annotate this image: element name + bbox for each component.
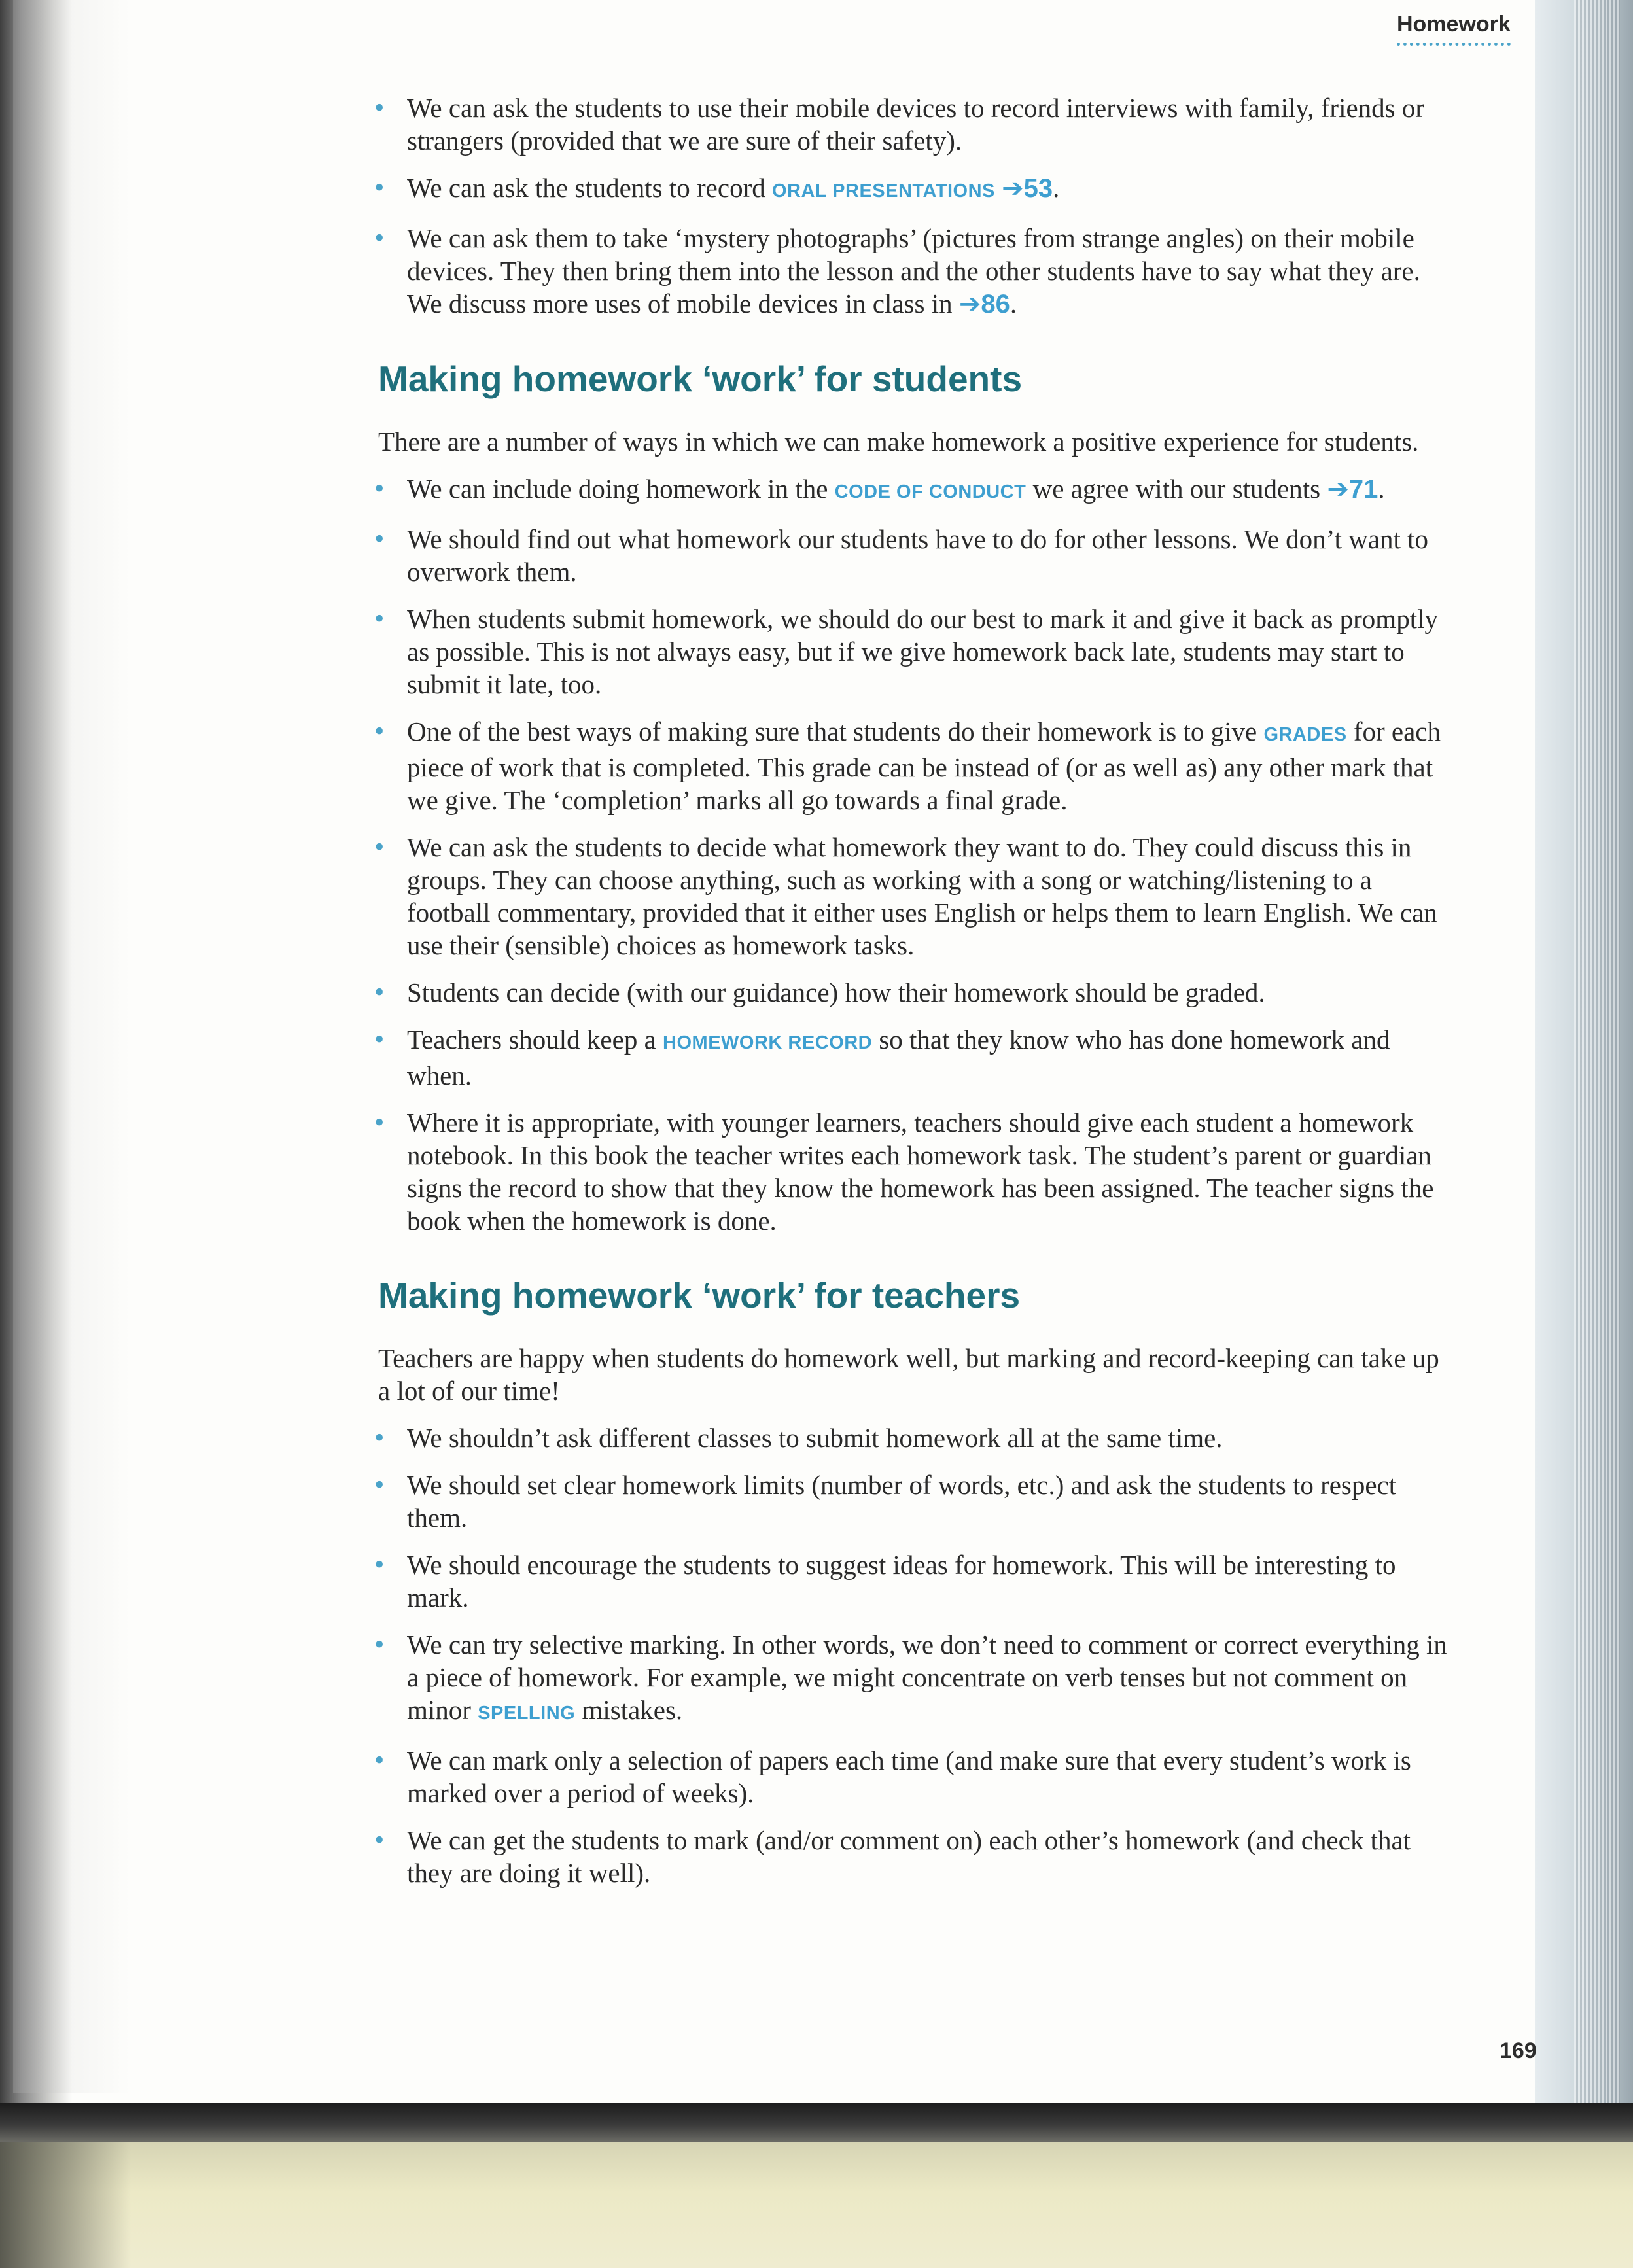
bullet-text: We can try selective marking. In other words, we don’t need to comment or correct everything in a piece of homework. For example, we might concentrate on verb tenses but not comment on minor	[407, 1630, 1447, 1725]
bullet-text: We can ask them to take ‘mystery photographs’ (pictures from strange angles) on their mobile devices. They then bring them into the lesson and the other students have to say what they are. We discuss more uses of mobile devices in class in	[407, 223, 1420, 319]
heading-students: Making homework ‘work’ for students	[378, 358, 1023, 399]
bullet-text: .	[1053, 173, 1060, 203]
cross-reference-keyword[interactable]: SPELLING	[478, 1703, 576, 1724]
intro-teachers: Teachers are happy when students do homework well, but marking and record-keeping can take up a lot of our time!	[378, 1343, 1439, 1406]
bullet-text: One of the best ways of making sure that students do their homework is to give	[407, 716, 1264, 746]
bullet-text: .	[1010, 288, 1017, 319]
cross-reference-keyword[interactable]: CODE OF CONDUCT	[834, 481, 1027, 502]
bullet-item	[373, 1628, 1452, 1730]
heading-teachers: Making homework ‘work’ for teachers	[378, 1275, 1021, 1316]
bullet-text: We can ask the students to decide what homework they want to do. They could discuss this in groups. They can choose anything, such as working with a song or watching/listening to a football commentary, provided that it either uses English or helps them to learn English. We can use their (sensible) choices as homework tasks.	[407, 832, 1437, 960]
students-bullet-list	[373, 472, 1452, 1237]
bullet-item	[373, 222, 1452, 321]
bullet-text: We can get the students to mark (and/or comment on) each other’s homework (and check that they are doing it well).	[407, 1825, 1411, 1888]
page-number: 169	[1500, 2038, 1537, 2063]
bullet-text: We can mark only a selection of papers each time (and make sure that every student’s work is marked over a period of weeks).	[407, 1745, 1411, 1808]
teachers-bullet-list	[373, 1422, 1452, 1889]
bullet-text: Teachers should keep a	[407, 1024, 663, 1055]
bullet-text: .	[1378, 474, 1385, 504]
bullet-text	[995, 173, 1002, 203]
bullet-item	[373, 92, 1452, 157]
bullet-item	[373, 523, 1452, 588]
bullet-text: We should set clear homework limits (number of words, etc.) and ask the students to respect them.	[407, 1470, 1397, 1533]
bullet-item	[373, 472, 1452, 508]
bullet-text: so that they know who has done homework and when.	[407, 1024, 1390, 1090]
intro-bullet-list	[373, 92, 1452, 321]
bullet-text: We should find out what homework our students have to do for other lessons. We don’t want to overwork them.	[407, 524, 1429, 587]
bullet-text: We can include doing homework in the	[407, 474, 835, 504]
bullet-text: mistakes.	[575, 1695, 683, 1725]
bullet-item	[373, 1824, 1452, 1889]
intro-students: There are a number of ways in which we can make homework a positive experience for students.	[378, 427, 1419, 457]
scan-bottom-margin	[0, 2142, 1633, 2268]
bullet-item	[373, 171, 1452, 207]
bullet-text: We should encourage the students to suggest ideas for homework. This will be interesting to mark.	[407, 1550, 1396, 1613]
bullet-text: Students can decide (with our guidance) how their homework should be graded.	[407, 977, 1265, 1007]
cross-reference-keyword[interactable]: HOMEWORK RECORD	[663, 1032, 873, 1053]
bullet-item	[373, 715, 1452, 816]
bullet-text: When students submit homework, we should do our best to mark it and give it back as promptly as possible. This is not always easy, but if we give homework back late, students may start to submit it late, too.	[407, 604, 1438, 699]
bullet-item	[373, 1422, 1452, 1454]
section-reference-link[interactable]: ➔86	[958, 290, 1010, 319]
running-head: Homework	[1397, 12, 1511, 46]
bullet-text: we agree with our students	[1026, 474, 1327, 504]
cross-reference-keyword[interactable]: ORAL PRESENTATIONS	[771, 181, 995, 201]
bullet-text: We shouldn’t ask different classes to submit homework all at the same time.	[407, 1423, 1223, 1453]
bullet-text: for each piece of work that is completed. This grade can be instead of (or as well as) any other mark that we give. The ‘completion’ marks all go towards a final grade.	[407, 716, 1441, 815]
bullet-text: We can ask the students to use their mobile devices to record interviews with family, friends or strangers (provided that we are sure of their safety).	[407, 93, 1425, 156]
bullet-text: Where it is appropriate, with younger learners, teachers should give each student a homework notebook. In this book the teacher writes each homework task. The student’s parent or guardian signs the record to show that they know the homework has been assigned. The teacher signs the book when the homework is done.	[407, 1108, 1434, 1236]
bullet-item	[373, 1106, 1452, 1237]
bullet-item	[373, 1744, 1452, 1809]
bullet-item	[373, 1469, 1452, 1534]
bullet-item	[373, 1548, 1452, 1614]
cross-reference-keyword[interactable]: GRADES	[1263, 724, 1347, 745]
facing-page-bleed	[13, 0, 131, 2093]
bullet-item	[373, 976, 1452, 1009]
page-body	[373, 92, 1452, 1904]
section-reference-link[interactable]: ➔53	[1002, 174, 1053, 203]
bullet-item	[373, 602, 1452, 701]
bullet-item	[373, 831, 1452, 962]
bullet-item	[373, 1023, 1452, 1092]
section-reference-link[interactable]: ➔71	[1327, 475, 1378, 504]
bullet-text: We can ask the students to record	[407, 173, 772, 203]
scan-bottom-shadow	[0, 2103, 1633, 2142]
page-edge-stack	[1574, 0, 1620, 2133]
